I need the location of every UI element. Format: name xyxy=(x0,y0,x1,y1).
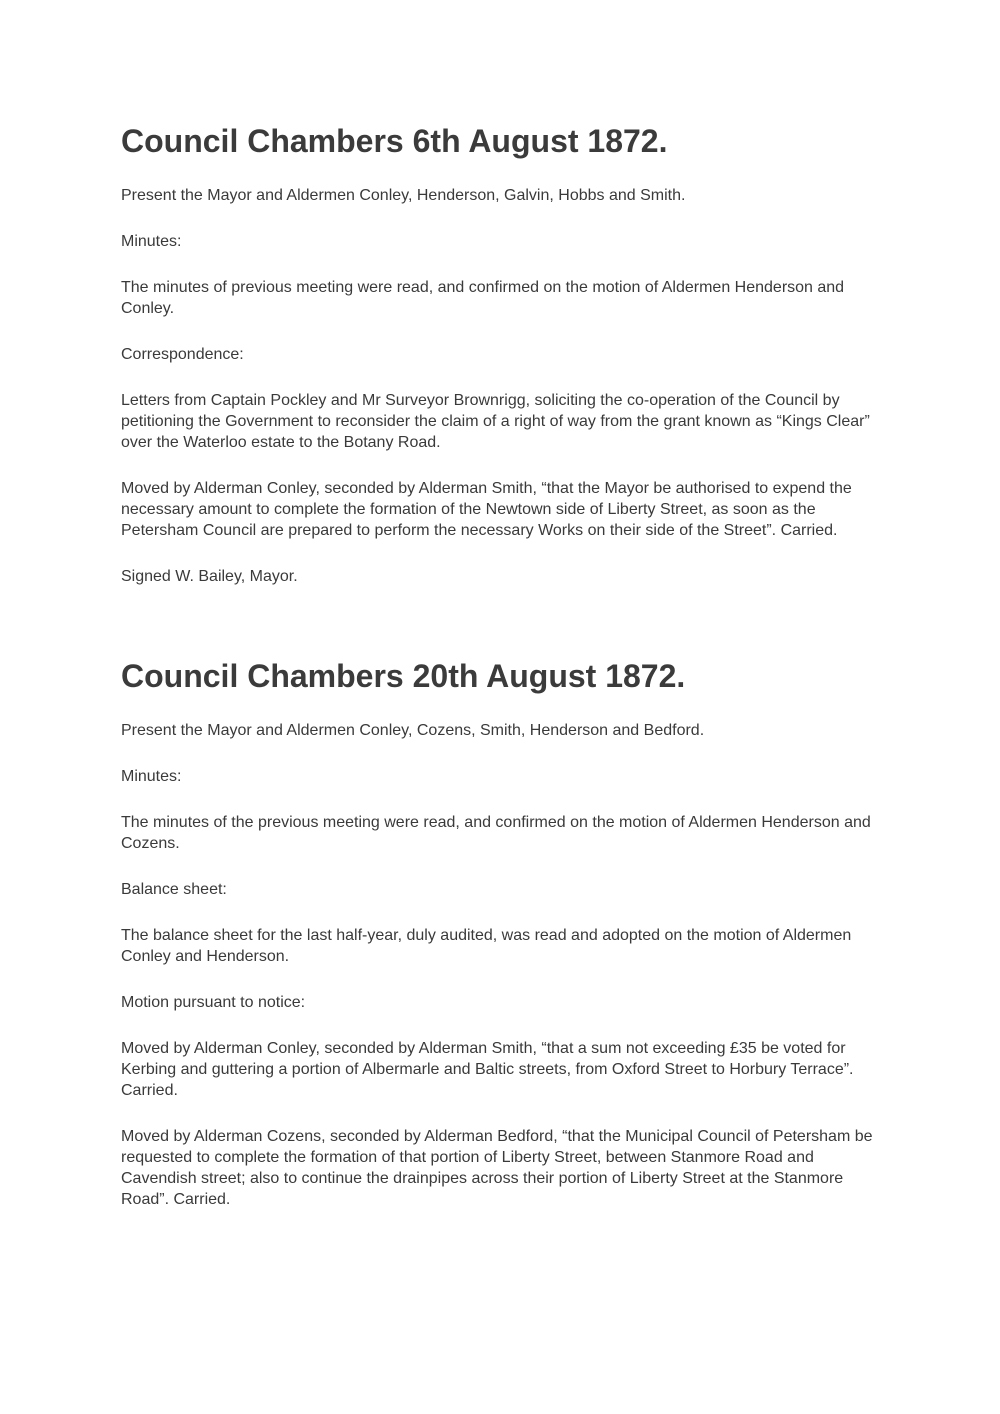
section-heading: Council Chambers 20th August 1872. xyxy=(121,658,686,694)
minutes-paragraph: The minutes of the previous meeting were read, and confirmed on the motion of Aldermen Henderson and Cozens. xyxy=(121,814,871,852)
balance-sheet-paragraph: The balance sheet for the last half-year, duly audited, was read and adopted on the motion of Aldermen Conley and Henderson. xyxy=(121,927,852,965)
correspondence-paragraph: Letters from Captain Pockley and Mr Surveyor Brownrigg, soliciting the co-operation of the Council by petitioning the Government to reconsider the claim of a right of way from the grant known as “Kings Clear” over the Waterloo estate to the Botany Road. xyxy=(121,392,870,451)
correspondence-label: Correspondence: xyxy=(121,346,244,363)
minutes-section-20-august xyxy=(121,657,886,1210)
signature-line: Signed W. Bailey, Mayor. xyxy=(121,568,298,585)
attendance-paragraph: Present the Mayor and Aldermen Conley, Henderson, Galvin, Hobbs and Smith. xyxy=(121,187,686,204)
motion-paragraph: Moved by Alderman Cozens, seconded by Alderman Bedford, “that the Municipal Council of Petersham be requested to complete the formation of that portion of Liberty Street, between Stanmore Road and Cavendish street; also to continue the drainpipes across their portion of Liberty Street at the Stanmore Road”. Carried. xyxy=(121,1128,873,1208)
minutes-label: Minutes: xyxy=(121,768,182,785)
attendance-paragraph: Present the Mayor and Aldermen Conley, Cozens, Smith, Henderson and Bedford. xyxy=(121,722,705,739)
document-page xyxy=(121,122,886,1210)
minutes-section-6-august xyxy=(121,122,886,587)
balance-sheet-label: Balance sheet: xyxy=(121,881,227,898)
section-heading: Council Chambers 6th August 1872. xyxy=(121,123,668,159)
minutes-paragraph: The minutes of previous meeting were read, and confirmed on the motion of Aldermen Henderson and Conley. xyxy=(121,279,845,317)
minutes-label: Minutes: xyxy=(121,233,182,250)
motion-paragraph: Moved by Alderman Conley, seconded by Alderman Smith, “that a sum not exceeding £35 be voted for Kerbing and guttering a portion of Albermarle and Baltic streets, from Oxford Street to Horbury Terrace”. Carried. xyxy=(121,1040,854,1099)
motion-notice-label: Motion pursuant to notice: xyxy=(121,994,306,1011)
motion-paragraph: Moved by Alderman Conley, seconded by Alderman Smith, “that the Mayor be authorised to expend the necessary amount to complete the formation of the Newtown side of Liberty Street, as soon as the Petersham Council are prepared to perform the necessary Works on their side of the Street”. Carried. xyxy=(121,480,852,539)
